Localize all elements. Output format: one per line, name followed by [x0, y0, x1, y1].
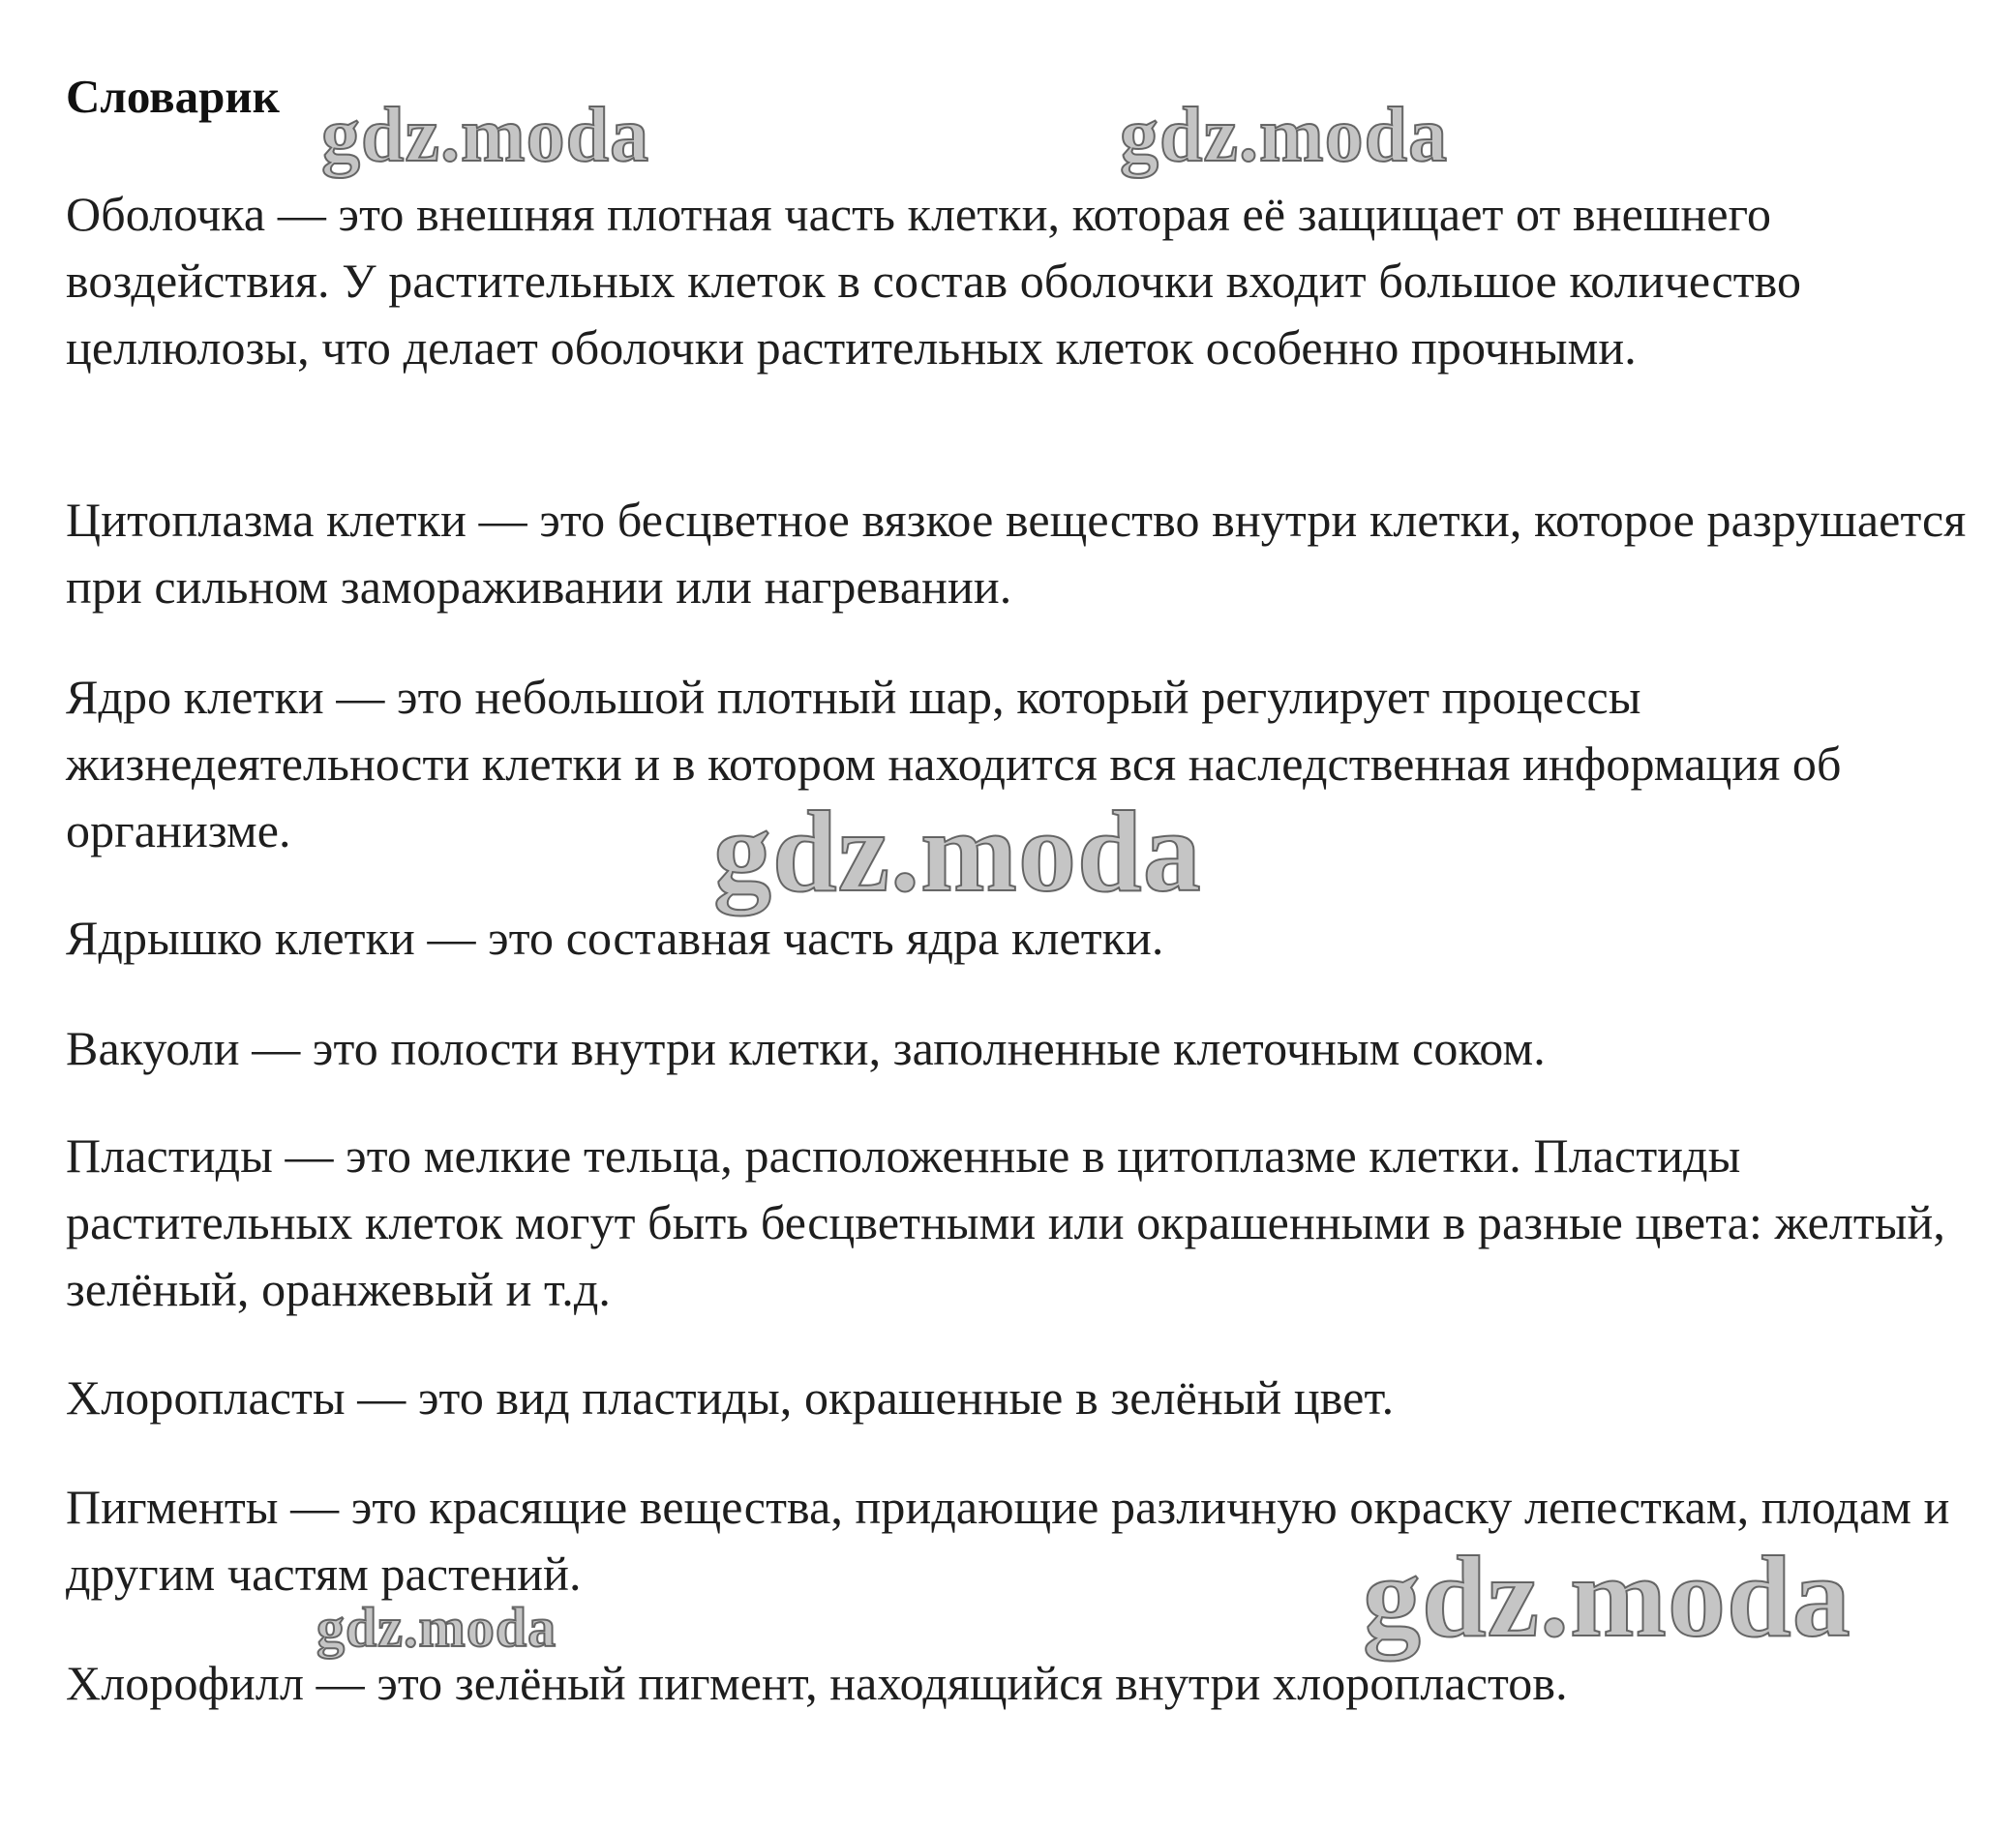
entry-nucleolus: Ядрышко клетки — это составная часть ядра клетки.: [66, 911, 1164, 965]
page-title: Словарик: [66, 70, 280, 123]
entry-chlorophyll: Хлорофилл — это зелёный пигмент, находящийся внутри хлоропластов.: [66, 1656, 1568, 1710]
entry-plastids: Пластиды — это мелкие тельца, расположенные в цитоплазме клетки. Пластиды растительных клеток могут быть бесцветными или окрашенными в разные цвета: желтый, зелёный, оранжевый и т.д.: [66, 1128, 1946, 1316]
entry-obolochka: Оболочка — это внешняя плотная часть клетки, которая её защищает от внешнего воздействия. У растительных клеток в состав оболочки входит большое количество целлюлозы, что делает оболочки растительных клеток особенно прочными.: [66, 187, 1802, 375]
entry-pigments: Пигменты — это красящие вещества, придающие различную окраску лепесткам, плодам и другим частям растений.: [66, 1480, 1950, 1601]
watermark-logo: gdz.moda: [1120, 93, 1449, 178]
entry-vacuoles: Вакуоли — это полости внутри клетки, заполненные клеточным соком.: [66, 1021, 1546, 1075]
entry-cytoplasm: Цитоплазма клетки — это бесцветное вязкое вещество внутри клетки, которое разрушается при сильном замораживании или нагревании.: [66, 493, 1967, 614]
watermark-logo: gdz.moda: [713, 787, 1202, 916]
watermark-logo: gdz.moda: [316, 1596, 557, 1659]
watermark-logo: gdz.moda: [1363, 1532, 1851, 1661]
entry-chloroplasts: Хлоропласты — это вид пластиды, окрашенные в зелёный цвет.: [66, 1370, 1395, 1425]
entry-nucleus: Ядро клетки — это небольшой плотный шар, который регулирует процессы жизнедеятельности клетки и в котором находится вся наследственная информация об организме.: [66, 670, 1842, 857]
watermark-logo: gdz.moda: [321, 93, 650, 178]
